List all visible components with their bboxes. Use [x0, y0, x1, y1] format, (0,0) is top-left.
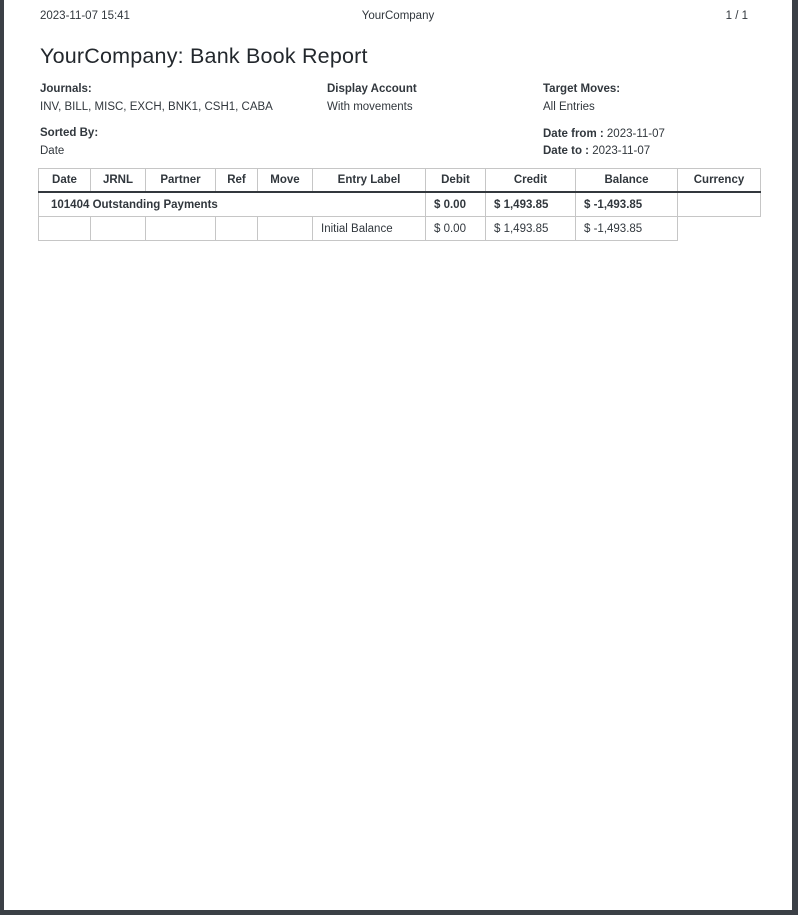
filter-sorted-by-label: Sorted By:: [40, 127, 99, 139]
header-datetime: 2023-11-07 15:41: [40, 10, 130, 22]
filter-date-to: [543, 143, 665, 160]
column-header-partner: Partner: [146, 169, 216, 193]
column-header-jrnl: JRNL: [91, 169, 146, 193]
filter-display-account-label: Display Account: [327, 83, 417, 95]
account-summary-row: [39, 192, 761, 217]
filter-date-from-label: Date from :: [543, 128, 604, 140]
cell-balance: $ -1,493.85: [576, 217, 678, 241]
filter-target-moves-label: Target Moves:: [543, 83, 621, 95]
cell-currency: [678, 217, 761, 241]
account-name-cell: 101404 Outstanding Payments: [39, 192, 426, 217]
account-debit-cell: $ 0.00: [426, 192, 486, 217]
bank-book-table: [38, 168, 761, 241]
cell-debit: $ 0.00: [426, 217, 486, 241]
report-page: [4, 0, 792, 910]
cell-entry-label: Initial Balance: [313, 217, 426, 241]
column-header-move: Move: [258, 169, 313, 193]
column-header-ref: Ref: [216, 169, 258, 193]
table-header-row: [39, 169, 761, 193]
cell-credit: $ 1,493.85: [486, 217, 576, 241]
column-header-entry-label: Entry Label: [313, 169, 426, 193]
page-header: [4, 10, 792, 26]
cell-partner: [146, 217, 216, 241]
filter-date-from-value: 2023-11-07: [606, 128, 665, 140]
table-row: [39, 217, 761, 241]
cell-move: [258, 217, 313, 241]
filter-target-moves: [543, 82, 620, 114]
filter-date-range: [543, 126, 665, 160]
filter-sorted-by-value: Date: [40, 145, 65, 157]
cell-jrnl: [91, 217, 146, 241]
account-balance-cell: $ -1,493.85: [576, 192, 678, 217]
filter-journals-label: Journals:: [40, 83, 92, 95]
filter-journals: [40, 82, 273, 114]
cell-date: [39, 217, 91, 241]
column-header-balance: Balance: [576, 169, 678, 193]
filter-date-from: [543, 126, 665, 143]
column-header-date: Date: [39, 169, 91, 193]
filter-target-moves-value: All Entries: [543, 101, 595, 113]
filter-display-account-value: With movements: [327, 101, 413, 113]
account-credit-cell: $ 1,493.85: [486, 192, 576, 217]
filter-sorted-by: [40, 126, 98, 158]
column-header-debit: Debit: [426, 169, 486, 193]
filter-date-to-label: Date to :: [543, 145, 589, 157]
filter-display-account: [327, 82, 417, 114]
cell-ref: [216, 217, 258, 241]
column-header-credit: Credit: [486, 169, 576, 193]
filter-journals-value: INV, BILL, MISC, EXCH, BNK1, CSH1, CABA: [40, 101, 273, 113]
header-company-name: YourCompany: [361, 10, 435, 22]
header-page-number: 1 / 1: [725, 10, 748, 22]
account-currency-cell: [678, 192, 761, 217]
report-title: YourCompany: Bank Book Report: [40, 44, 368, 68]
column-header-currency: Currency: [678, 169, 761, 193]
filter-date-to-value: 2023-11-07: [592, 145, 651, 157]
